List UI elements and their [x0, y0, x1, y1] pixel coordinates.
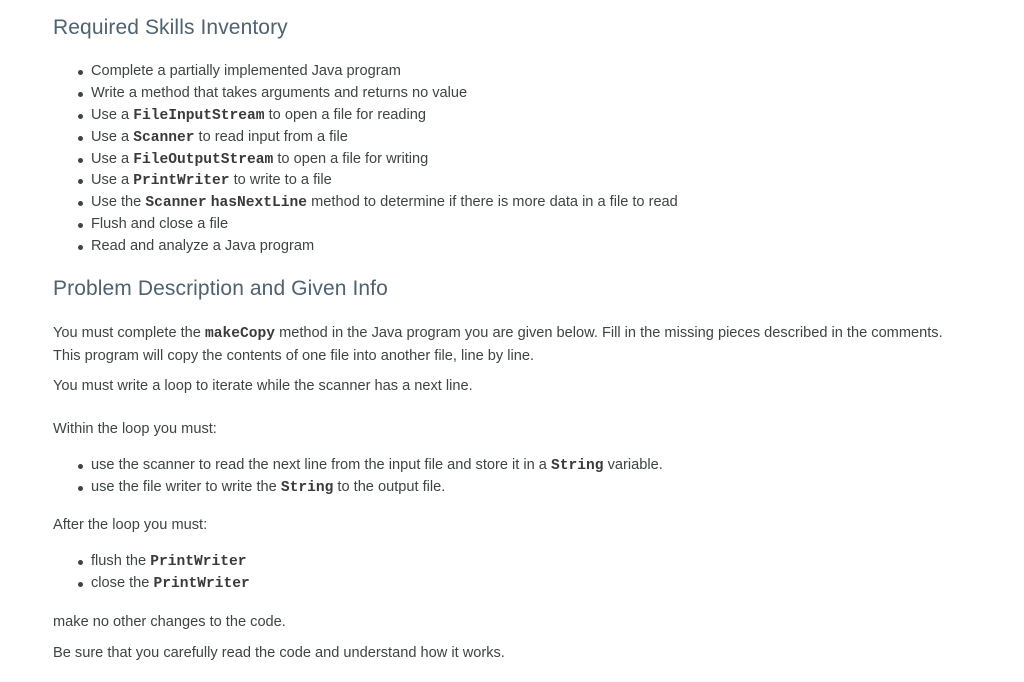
list-item: Read and analyze a Java program	[91, 236, 678, 258]
code-term: Scanner	[145, 195, 207, 212]
code-term: PrintWriter	[133, 173, 230, 190]
code-term: FileInputStream	[133, 107, 265, 124]
list-item: Use a PrintWriter to write to a file	[91, 170, 678, 192]
section-heading-problem-description: Problem Description and Given Info	[53, 277, 388, 300]
within-loop-label: Within the loop you must:	[53, 421, 217, 437]
list-item: use the scanner to read the next line from the input file and store it in a String variable.	[91, 455, 663, 477]
list-item: flush the PrintWriter	[91, 551, 250, 573]
code-term: Scanner	[133, 129, 195, 146]
paragraph-loop: You must write a loop to iterate while the scanner has a next line.	[53, 378, 473, 394]
list-item: Flush and close a file	[91, 214, 678, 236]
list-item: Write a method that takes arguments and returns no value	[91, 83, 678, 105]
list-item: Use a Scanner to read input from a file	[91, 127, 678, 149]
code-term: PrintWriter	[153, 575, 250, 592]
after-loop-list	[53, 551, 250, 595]
list-item: close the PrintWriter	[91, 573, 250, 595]
list-item: use the file writer to write the String to the output file.	[91, 477, 663, 499]
list-item: Use a FileOutputStream to open a file for writing	[91, 149, 678, 171]
paragraph-read-code: Be sure that you carefully read the code and understand how it works.	[53, 645, 505, 661]
code-term: makeCopy	[204, 326, 276, 342]
paragraph-intro: You must complete the makeCopy method in the Java program you are given below. Fill in the missing pieces described in the comments. This program will copy the contents of one file into another file, line by line.	[53, 325, 943, 364]
within-loop-list	[53, 455, 663, 499]
code-term: String	[550, 458, 604, 474]
list-item: Use a FileInputStream to open a file for reading	[91, 105, 678, 127]
section-heading-required-skills: Required Skills Inventory	[53, 16, 288, 39]
after-loop-label: After the loop you must:	[53, 517, 208, 533]
code-term: String	[280, 479, 334, 496]
code-term: FileOutputStream	[133, 151, 274, 168]
skills-list	[53, 61, 678, 258]
list-item: Use the Scanner hasNextLine method to determine if there is more data in a file to read	[91, 192, 678, 214]
code-term: hasNextLine	[210, 195, 308, 212]
list-item: Complete a partially implemented Java program	[91, 61, 678, 83]
paragraph-no-changes: make no other changes to the code.	[53, 614, 286, 630]
code-term: PrintWriter	[150, 554, 247, 570]
